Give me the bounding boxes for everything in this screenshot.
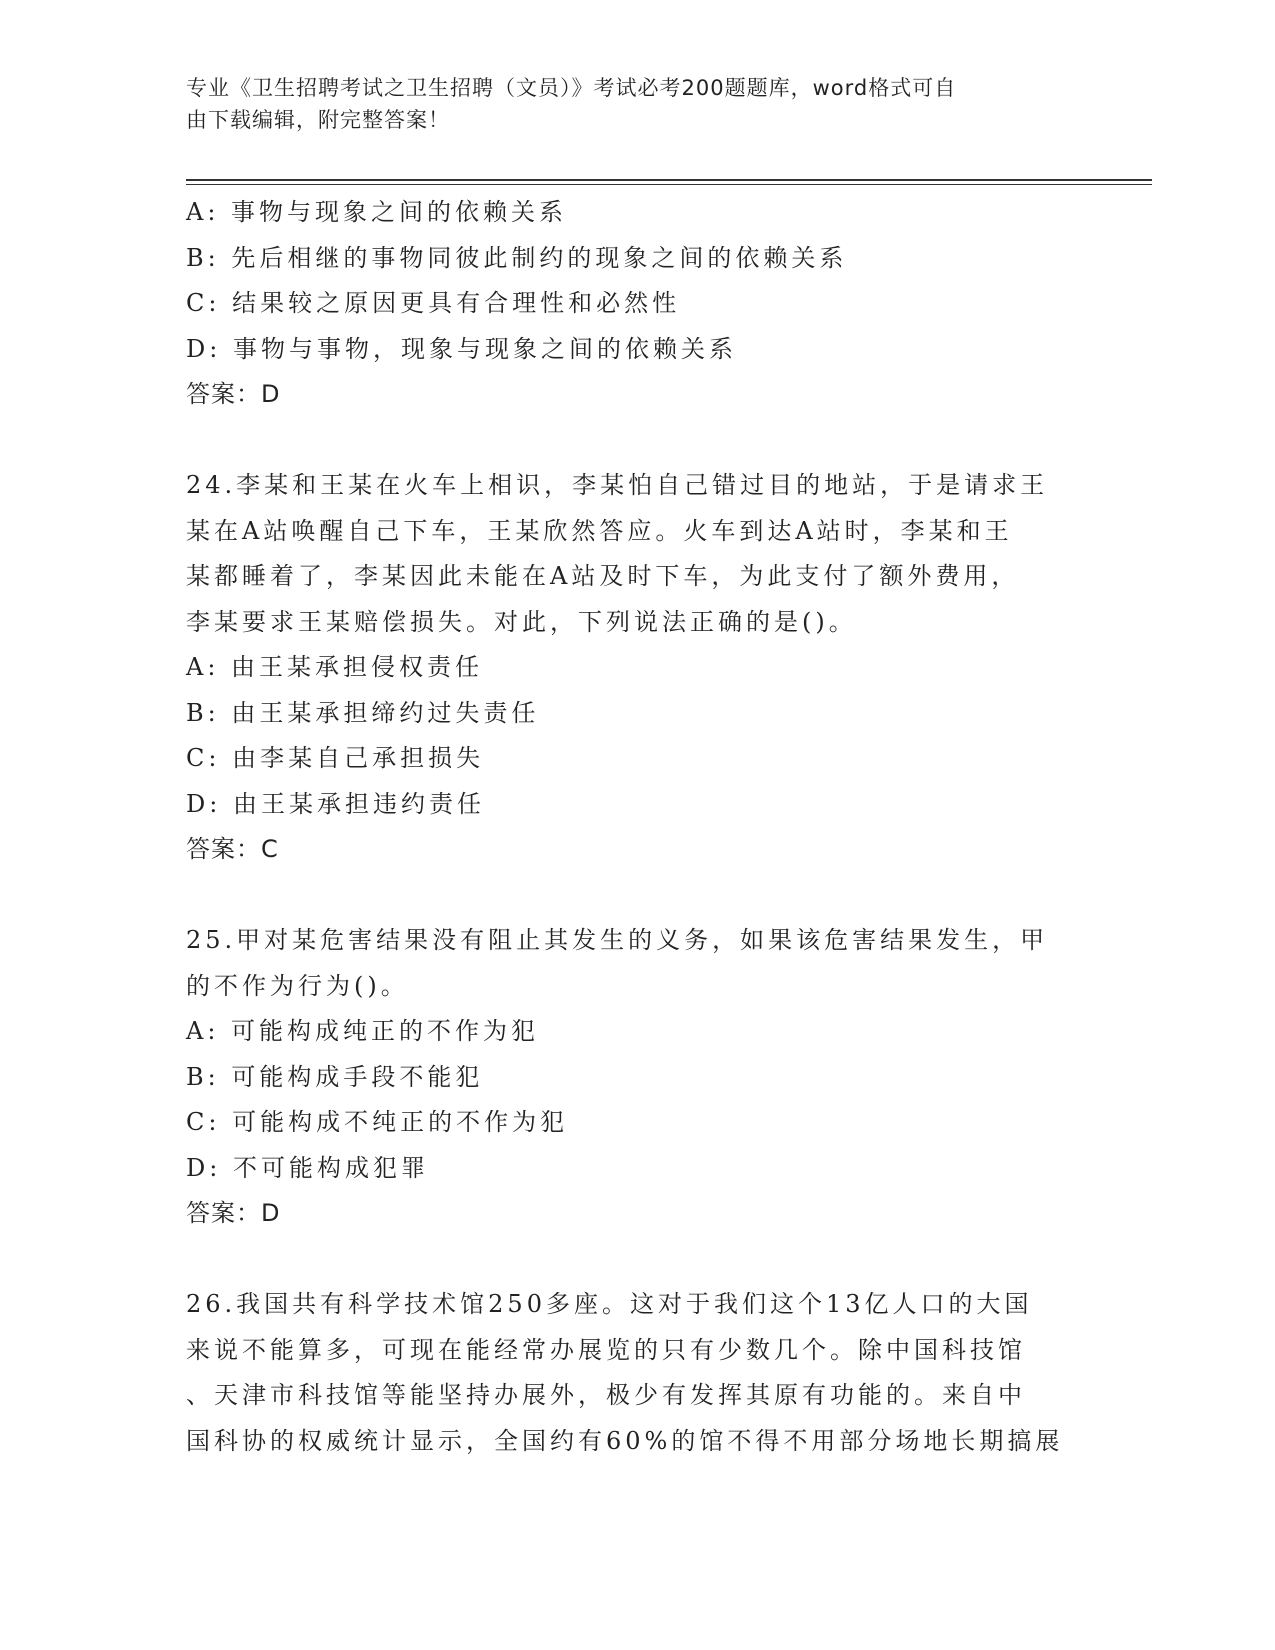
- option-d: D: 不可能构成犯罪: [186, 1153, 429, 1182]
- option-a: A: 由王某承担侵权责任: [186, 653, 484, 681]
- answer: 答案：D: [186, 1199, 281, 1227]
- option-c: C: 结果较之原因更具有合理性和必然性: [186, 289, 681, 317]
- question-text-line: 国科协的权威统计显示，全国约有60%的馆不得不用部分场地长期搞展: [186, 1426, 1064, 1455]
- question-24: [186, 463, 1086, 873]
- question-text-line: 某在A站唤醒自己下车，王某欣然答应。火车到达A站时，李某和王: [186, 516, 1013, 545]
- question-text-line: 的不作为行为()。: [186, 971, 409, 1000]
- question-text-line: 24.李某和王某在火车上相识，李某怕自己错过目的地站，于是请求王: [186, 471, 1049, 499]
- question-text-line: 25.甲对某危害结果没有阻止其发生的义务，如果该危害结果发生，甲: [186, 926, 1049, 954]
- header-rule-thick: [186, 179, 1152, 181]
- answer: 答案：D: [186, 380, 281, 408]
- option-b: B: 可能构成手段不能犯: [186, 1062, 484, 1091]
- option-a: A: 事物与现象之间的依赖关系: [186, 198, 568, 226]
- question-26: [186, 1282, 1086, 1464]
- option-c: C: 可能构成不纯正的不作为犯: [186, 1108, 569, 1136]
- answer: 答案：C: [186, 835, 279, 863]
- option-c: C: 由李某自己承担损失: [186, 744, 485, 772]
- option-d: D: 由王某承担违约责任: [186, 789, 485, 818]
- question-text-line: 、天津市科技馆等能坚持办展外，极少有发挥其原有功能的。来自中: [186, 1381, 1026, 1409]
- header-rule-thin: [186, 184, 1152, 185]
- document-header: [186, 72, 1086, 136]
- document-body: [186, 190, 1086, 1464]
- option-b: B: 由王某承担缔约过失责任: [186, 698, 540, 727]
- question-23: [186, 190, 1086, 418]
- question-text-line: 某都睡着了，李某因此未能在A站及时下车，为此支付了额外费用，: [186, 562, 1020, 590]
- question-text-line: 26.我国共有科学技术馆250多座。这对于我们这个13亿人口的大国: [186, 1290, 1033, 1318]
- question-text-line: 来说不能算多，可现在能经常办展览的只有少数几个。除中国科技馆: [186, 1335, 1026, 1364]
- header-line-2: 由下载编辑，附完整答案！: [186, 108, 450, 132]
- header-line-1: 专业《卫生招聘考试之卫生招聘（文员）》考试必考200题题库，word格式可自: [186, 76, 957, 100]
- option-b: B: 先后相继的事物同彼此制约的现象之间的依赖关系: [186, 243, 848, 272]
- question-text-line: 李某要求王某赔偿损失。对此，下列说法正确的是()。: [186, 607, 857, 636]
- option-a: A: 可能构成纯正的不作为犯: [186, 1017, 540, 1045]
- question-25: [186, 918, 1086, 1237]
- option-d: D: 事物与事物，现象与现象之间的依赖关系: [186, 334, 737, 363]
